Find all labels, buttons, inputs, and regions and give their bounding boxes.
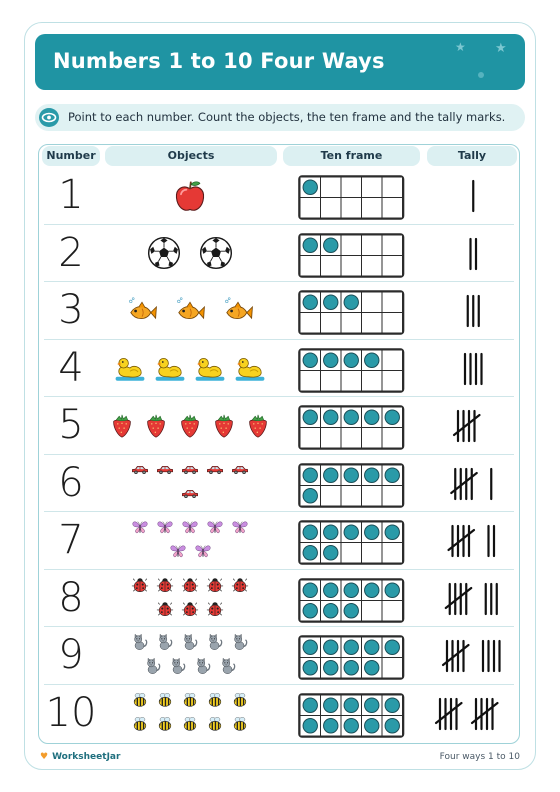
header-objects: Objects <box>105 146 277 166</box>
counter-dot <box>324 698 338 712</box>
ten-frame-cell <box>382 235 403 256</box>
ten-frame-cell <box>382 350 403 371</box>
ten-frame-cell <box>321 255 342 276</box>
counter-dot <box>324 603 338 617</box>
cat-icon <box>219 657 237 679</box>
counter-dot <box>324 353 338 367</box>
cat-icon <box>181 633 199 655</box>
ten-frame <box>298 175 405 224</box>
ladybug-icon <box>231 576 249 598</box>
ten-frame-cell <box>300 313 321 334</box>
bee-icon <box>181 715 199 737</box>
ten-frame-cell <box>362 370 383 391</box>
footer-brand <box>40 752 120 762</box>
number-numeral: 2 <box>58 229 84 276</box>
ten-frame-cell <box>382 658 403 679</box>
counter-dot <box>344 718 358 732</box>
counter-dot <box>344 661 358 675</box>
counter-dot <box>385 468 399 482</box>
counter-dot <box>324 525 338 539</box>
bee-icon <box>181 691 199 713</box>
counter-dot <box>303 661 317 675</box>
ten-frame-cell <box>362 235 383 256</box>
ten-frame-cell <box>300 255 321 276</box>
bee-icon <box>156 715 174 737</box>
counter-dot <box>344 525 358 539</box>
number-numeral: 5 <box>58 402 84 448</box>
ladybug-icon <box>156 576 174 598</box>
ten-frame-cell <box>341 198 362 219</box>
ten-frame-cell <box>341 428 362 449</box>
car-icon <box>156 461 174 483</box>
counter-dot <box>365 661 379 675</box>
counter-dot <box>303 718 317 732</box>
tally-marks <box>432 348 516 394</box>
ten-frame-cell <box>362 177 383 198</box>
counter-dot <box>385 410 399 424</box>
car-icon <box>206 461 224 483</box>
counter-dot <box>303 546 317 560</box>
ladybug-icon <box>181 576 199 598</box>
ladybug-icon <box>131 576 149 598</box>
ladybug-icon <box>156 600 174 622</box>
ten-frame-cell <box>341 313 362 334</box>
ten-frame-cell <box>362 543 383 564</box>
tally-marks <box>432 578 516 624</box>
tally-marks <box>432 463 516 509</box>
counter-dot <box>324 238 338 252</box>
table-row <box>40 455 518 513</box>
bee-icon <box>131 715 149 737</box>
objects-cell <box>110 627 270 684</box>
ten-frame-cell <box>382 428 403 449</box>
star-icon: ★ <box>495 41 507 56</box>
counter-dot <box>303 238 317 252</box>
counter-dot <box>344 353 358 367</box>
car-icon <box>181 461 199 483</box>
table-row <box>40 167 518 225</box>
ten-frame <box>298 290 405 339</box>
ten-frame <box>298 578 405 627</box>
counter-dot <box>344 468 358 482</box>
counter-dot <box>324 295 338 309</box>
counter-dot <box>365 583 379 597</box>
number-numeral: 9 <box>58 632 84 678</box>
counter-dot <box>303 640 317 654</box>
table-row <box>40 570 518 628</box>
ten-frame <box>298 463 405 512</box>
counter-dot <box>385 525 399 539</box>
page-title: Numbers 1 to 10 Four Ways <box>53 49 385 73</box>
bee-icon <box>206 691 224 713</box>
counter-dot <box>303 468 317 482</box>
objects-cell <box>110 570 270 627</box>
ten-frame-cell <box>362 198 383 219</box>
ten-frame-cell <box>321 313 342 334</box>
ten-frame-cell <box>341 255 362 276</box>
fish-icon <box>126 295 158 331</box>
counter-dot <box>344 603 358 617</box>
header-ten-frame: Ten frame <box>283 146 420 166</box>
tally-marks <box>432 175 516 221</box>
ten-frame <box>298 693 405 742</box>
number-numeral: 4 <box>58 344 84 391</box>
butterfly-icon <box>231 518 249 540</box>
ten-frame-cell <box>362 255 383 276</box>
counter-dot <box>303 525 317 539</box>
ten-frame-cell <box>362 600 383 621</box>
ten-frame-cell <box>300 428 321 449</box>
ten-frame-cell <box>382 292 403 313</box>
tally-marks <box>432 520 516 566</box>
tally-marks <box>432 635 516 681</box>
duck-icon <box>114 352 146 388</box>
soccer-ball-icon <box>198 235 234 275</box>
table-row <box>40 627 518 685</box>
counter-dot <box>303 295 317 309</box>
ten-frame <box>298 520 405 569</box>
objects-cell <box>110 340 270 397</box>
cat-icon <box>131 633 149 655</box>
brand-name: WorksheetJar <box>52 752 121 762</box>
ten-frame <box>298 233 405 282</box>
objects-cell <box>110 167 270 224</box>
ten-frame-cell <box>321 177 342 198</box>
counter-dot <box>303 353 317 367</box>
butterfly-icon <box>156 518 174 540</box>
counter-dot <box>365 353 379 367</box>
tally-marks <box>432 405 516 451</box>
bee-icon <box>231 691 249 713</box>
cat-icon <box>156 633 174 655</box>
objects-cell <box>110 397 270 454</box>
tally-marks <box>432 693 516 739</box>
ten-frame-cell <box>382 370 403 391</box>
footer-note: Four ways 1 to 10 <box>439 752 520 762</box>
fish-icon <box>174 295 206 331</box>
table-row <box>40 512 518 570</box>
counter-dot <box>324 661 338 675</box>
ten-frame-cell <box>321 485 342 506</box>
ten-frame-cell <box>341 543 362 564</box>
butterfly-icon <box>169 542 187 564</box>
cat-icon <box>194 657 212 679</box>
counter-dot <box>303 698 317 712</box>
counter-dot <box>303 603 317 617</box>
counter-dot <box>344 295 358 309</box>
table-row <box>40 225 518 283</box>
counter-dot <box>324 468 338 482</box>
number-numeral: 8 <box>58 574 84 621</box>
bee-icon <box>206 715 224 737</box>
counter-dot <box>324 718 338 732</box>
cat-icon <box>231 633 249 655</box>
butterfly-icon <box>194 542 212 564</box>
cat-icon <box>206 633 224 655</box>
number-numeral: 1 <box>58 172 84 218</box>
car-icon <box>231 461 249 483</box>
star-icon: ★ <box>455 40 466 54</box>
ten-frame <box>298 348 405 397</box>
counter-dot <box>365 468 379 482</box>
number-numeral: 6 <box>58 459 84 506</box>
car-icon <box>181 485 199 507</box>
cat-icon <box>169 657 187 679</box>
counter-dot <box>324 410 338 424</box>
strawberry-icon <box>108 412 136 444</box>
ten-frame <box>298 635 405 684</box>
header-number: Number <box>42 146 100 166</box>
ten-frame-cell <box>300 198 321 219</box>
table-row <box>40 397 518 455</box>
ten-frame-cell <box>341 485 362 506</box>
eye-icon <box>39 108 59 127</box>
duck-icon <box>234 352 266 388</box>
ten-frame-cell <box>382 198 403 219</box>
objects-cell <box>110 512 270 569</box>
fish-icon <box>222 295 254 331</box>
table-row <box>40 282 518 340</box>
butterfly-icon <box>131 518 149 540</box>
counter-dot <box>324 640 338 654</box>
car-icon <box>131 461 149 483</box>
heart-icon: ♥ <box>40 752 49 762</box>
ten-frame-cell <box>341 177 362 198</box>
number-numeral: 7 <box>58 517 84 563</box>
counter-dot <box>344 583 358 597</box>
table-row <box>40 340 518 398</box>
tally-marks <box>432 290 516 336</box>
objects-cell <box>110 282 270 339</box>
number-numeral: 10 <box>45 689 97 736</box>
header-tally: Tally <box>427 146 517 166</box>
counter-dot <box>303 488 317 502</box>
counter-dot <box>385 718 399 732</box>
counter-dot <box>365 698 379 712</box>
ladybug-icon <box>181 600 199 622</box>
counter-dot <box>365 410 379 424</box>
ten-frame-cell <box>362 428 383 449</box>
instruction-bar <box>35 104 525 131</box>
bee-icon <box>131 691 149 713</box>
ten-frame-cell <box>382 255 403 276</box>
soccer-ball-icon <box>146 235 182 275</box>
counter-dot <box>365 525 379 539</box>
decor-dot <box>478 72 484 78</box>
counter-dot <box>365 640 379 654</box>
ten-frame-cell <box>300 370 321 391</box>
strawberry-icon <box>210 412 238 444</box>
strawberry-icon <box>142 412 170 444</box>
counter-dot <box>385 698 399 712</box>
ten-frame-cell <box>382 485 403 506</box>
ten-frame-cell <box>321 428 342 449</box>
ten-frame-cell <box>382 543 403 564</box>
ten-frame-cell <box>362 313 383 334</box>
bee-icon <box>156 691 174 713</box>
ten-frame <box>298 405 405 454</box>
duck-icon <box>154 352 186 388</box>
counter-dot <box>385 583 399 597</box>
counter-dot <box>303 180 317 194</box>
counter-dot <box>324 546 338 560</box>
table-row <box>40 685 518 743</box>
instruction-text: Point to each number. Count the objects, the ten frame and the tally marks. <box>68 110 506 124</box>
bee-icon <box>231 715 249 737</box>
butterfly-icon <box>181 518 199 540</box>
objects-cell <box>110 455 270 512</box>
counter-dot <box>365 718 379 732</box>
counter-dot <box>324 583 338 597</box>
ten-frame-cell <box>341 370 362 391</box>
objects-cell <box>110 225 270 282</box>
ten-frame-cell <box>362 485 383 506</box>
ladybug-icon <box>206 600 224 622</box>
ten-frame-cell <box>382 313 403 334</box>
strawberry-icon <box>244 412 272 444</box>
cat-icon <box>144 657 162 679</box>
counter-dot <box>385 640 399 654</box>
counter-dot <box>303 583 317 597</box>
butterfly-icon <box>206 518 224 540</box>
objects-cell <box>110 685 270 742</box>
tally-marks <box>432 233 516 279</box>
ten-frame-cell <box>321 370 342 391</box>
strawberry-icon <box>176 412 204 444</box>
counter-dot <box>344 640 358 654</box>
ten-frame-cell <box>362 292 383 313</box>
number-numeral: 3 <box>58 287 84 333</box>
ten-frame-cell <box>341 235 362 256</box>
counter-dot <box>344 410 358 424</box>
ten-frame-cell <box>321 198 342 219</box>
counter-dot <box>344 698 358 712</box>
title-banner <box>35 34 525 90</box>
ten-frame-cell <box>382 177 403 198</box>
ladybug-icon <box>206 576 224 598</box>
duck-icon <box>194 352 226 388</box>
ten-frame-cell <box>382 600 403 621</box>
counter-dot <box>303 410 317 424</box>
apple-icon <box>172 178 208 218</box>
